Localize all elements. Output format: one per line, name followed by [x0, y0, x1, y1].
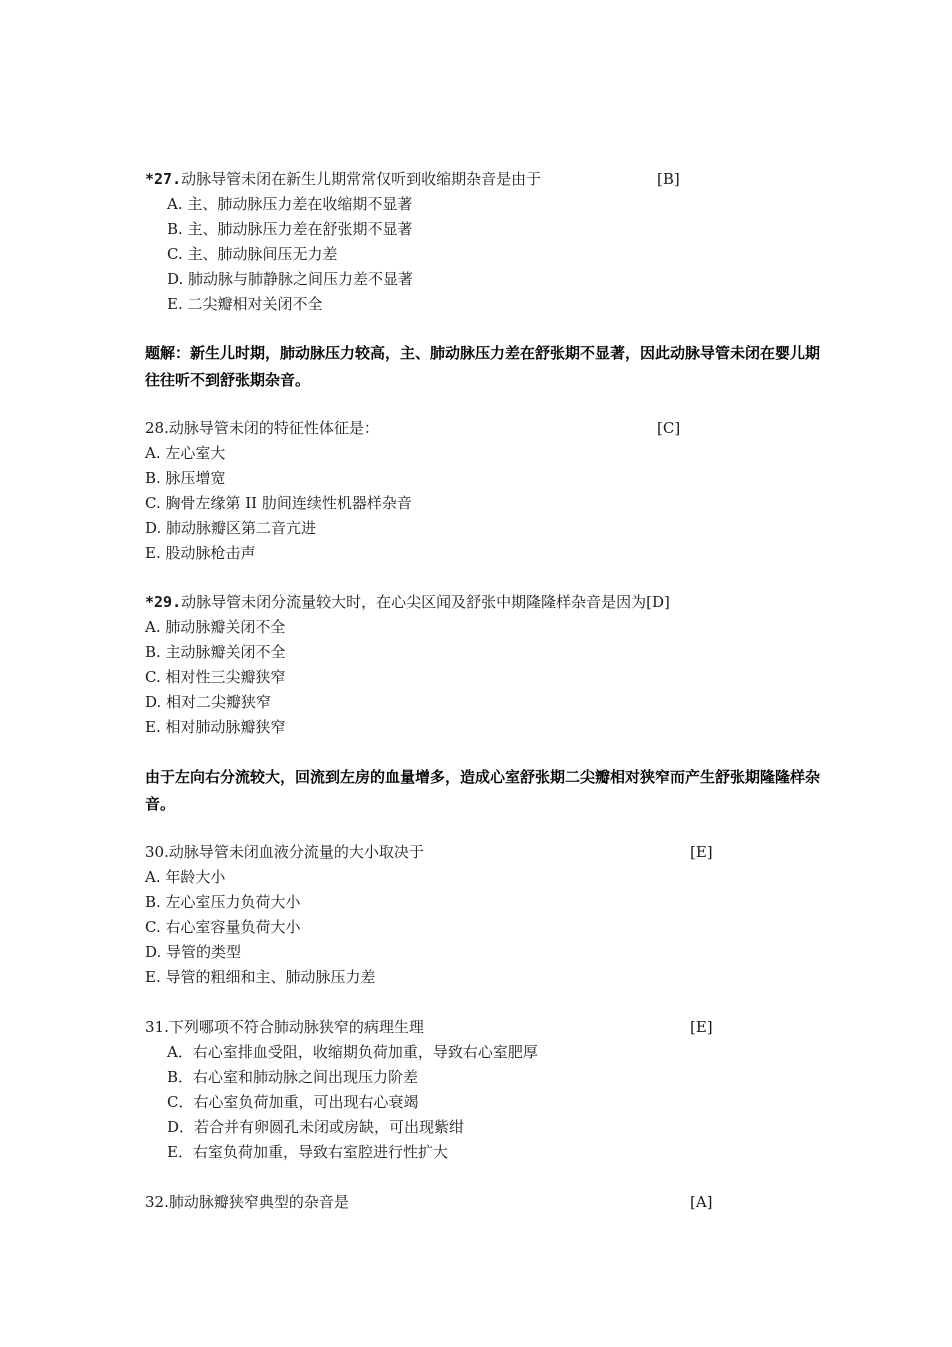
- answer-key: [C]: [657, 419, 681, 437]
- option: D. 肺动脉与肺静脉之间压力差不显著: [167, 270, 414, 288]
- option: C. 右心室容量负荷大小: [145, 918, 301, 936]
- question-29: [145, 590, 865, 740]
- answer-key: [B]: [657, 170, 680, 188]
- answer-key: [E]: [690, 1018, 713, 1036]
- option: B．右心室和肺动脉之间出现压力阶差: [167, 1068, 419, 1086]
- question-stem: [145, 1190, 865, 1215]
- option: B. 主、肺动脉压力差在舒张期不显著: [167, 220, 413, 238]
- question-text: 30.动脉导管未闭血液分流量的大小取决于: [145, 843, 424, 861]
- option: B. 脉压增宽: [145, 469, 226, 487]
- explanation-27: 题解：新生儿时期，肺动脉压力较高，主、肺动脉压力差在舒张期不显著，因此动脉导管未闭在婴儿期往往听不到舒张期杂音。: [145, 344, 821, 389]
- question-27: [145, 167, 865, 317]
- question-stem: [145, 1015, 865, 1040]
- option: E. 二尖瓣相对关闭不全: [167, 295, 323, 313]
- option: E. 相对肺动脉瓣狭窄: [145, 718, 286, 736]
- question-text: 动脉导管未闭分流量较大时，在心尖区闻及舒张中期隆隆样杂音是因为[D]: [181, 593, 670, 611]
- option: E. 导管的粗细和主、肺动脉压力差: [145, 968, 376, 986]
- question-28: [145, 416, 865, 566]
- question-stem: [145, 590, 865, 615]
- option: B. 主动脉瓣关闭不全: [145, 643, 286, 661]
- question-30: [145, 840, 865, 990]
- option: C. 相对性三尖瓣狭窄: [145, 668, 286, 686]
- option: C．右心室负荷加重，可出现右心衰竭: [167, 1093, 419, 1111]
- option: A．右心室排血受阻，收缩期负荷加重，导致右心室肥厚: [167, 1043, 538, 1061]
- question-text: 28.动脉导管未闭的特征性体征是：: [145, 419, 379, 437]
- option: A. 左心室大: [145, 444, 226, 462]
- option: A. 年龄大小: [145, 868, 226, 886]
- question-text: 31.下列哪项不符合肺动脉狭窄的病理生理: [145, 1018, 424, 1036]
- option: C. 主、肺动脉间压无力差: [167, 245, 338, 263]
- option: A. 主、肺动脉压力差在收缩期不显著: [167, 195, 413, 213]
- option: D. 导管的类型: [145, 943, 242, 961]
- question-text: 动脉导管未闭在新生儿期常常仅听到收缩期杂音是由于: [181, 170, 542, 188]
- question-stem: [145, 840, 865, 865]
- option: D. 相对二尖瓣狭窄: [145, 693, 272, 711]
- option: C. 胸骨左缘第 II 肋间连续性机器样杂音: [145, 494, 412, 512]
- answer-key: [E]: [690, 843, 713, 861]
- question-stem: [145, 416, 865, 441]
- option: D. 肺动脉瓣区第二音亢进: [145, 519, 317, 537]
- explanation-29: 由于左向右分流较大，回流到左房的血量增多，造成心室舒张期二尖瓣相对狭窄而产生舒张期隆隆样杂音。: [145, 768, 821, 813]
- question-text: 32.肺动脉瓣狭窄典型的杂音是: [145, 1193, 349, 1211]
- answer-key: [A]: [690, 1193, 713, 1211]
- question-32: [145, 1190, 865, 1215]
- question-31: [145, 1015, 865, 1165]
- option: E．右室负荷加重，导致右室腔进行性扩大: [167, 1143, 448, 1161]
- option: A. 肺动脉瓣关闭不全: [145, 618, 286, 636]
- option: E. 股动脉枪击声: [145, 544, 256, 562]
- question-stem: [145, 167, 865, 192]
- question-number: *29.: [145, 593, 182, 611]
- question-number: *27.: [145, 170, 182, 188]
- option: B. 左心室压力负荷大小: [145, 893, 301, 911]
- option: D．若合并有卵圆孔未闭或房缺，可出现紫绀: [167, 1118, 465, 1136]
